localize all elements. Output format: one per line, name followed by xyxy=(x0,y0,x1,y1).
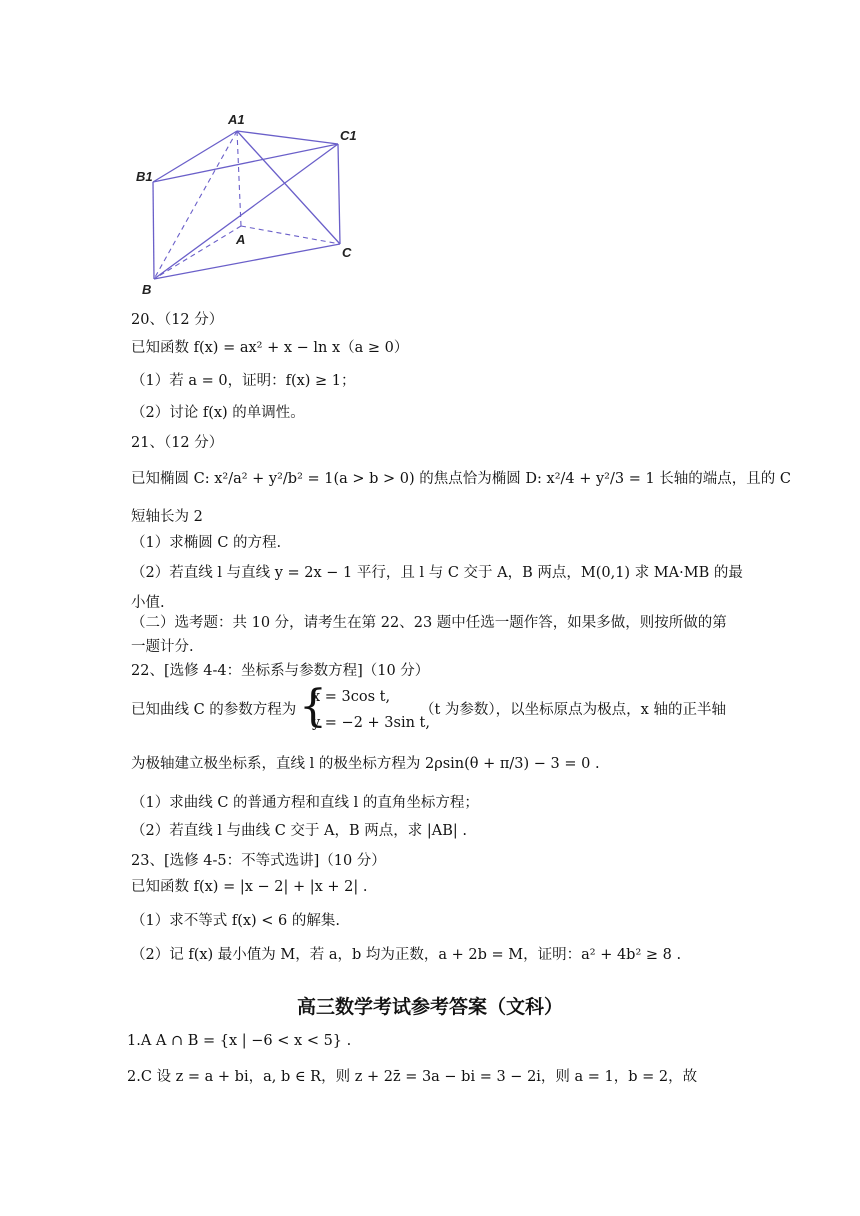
q21-stem: 已知椭圆 C: x²/a² + y²/b² = 1(a > b > 0) 的焦点恰为椭圆 D: x²/4 + y²/3 = 1 长轴的端点，且的 C xyxy=(131,471,792,487)
q21-stem-cont: 短轴长为 2 xyxy=(131,509,203,525)
vertex-C: C xyxy=(342,245,352,260)
q22-part2: （2）若直线 l 与曲线 C 交于 A，B 两点，求 |AB| . xyxy=(131,823,467,839)
elective-note-cont: 一题计分. xyxy=(131,639,194,655)
q20-heading: 20、（12 分） xyxy=(131,312,224,328)
q22-stem-cont: 为极轴建立极坐标系，直线 l 的极坐标方程为 2ρsin(θ + π/3) − 3 = 0 . xyxy=(131,756,600,772)
edge-B1-B xyxy=(153,182,154,279)
edge-B1-C1 xyxy=(153,144,338,182)
answer-2: 2.C 设 z = a + bi，a, b ∈ R，则 z + 2z̄ = 3a − bi = 3 − 2i，则 a = 1，b = 2，故 xyxy=(127,1069,698,1085)
q23-part2: （2）记 f(x) 最小值为 M，若 a，b 均为正数，a + 2b = M，证明：a² + 4b² ≥ 8 . xyxy=(131,947,682,963)
vertex-B: B xyxy=(142,282,152,297)
answer-1: 1.A A ∩ B = {x | −6 < x < 5} . xyxy=(127,1033,352,1049)
q23-stem: 已知函数 f(x) = |x − 2| + |x + 2| . xyxy=(131,879,368,895)
answer-key-title: 高三数学考试参考答案（文科） xyxy=(296,996,563,1018)
edge-A-C xyxy=(241,226,340,244)
q21-part1: （1）求椭圆 C 的方程. xyxy=(131,535,282,551)
vertex-A1: A1 xyxy=(228,112,245,127)
edge-A1-C1 xyxy=(237,131,338,144)
q22-heading: 22、[选修 4-4：坐标系与参数方程]（10 分） xyxy=(131,663,430,679)
q22-stem-suffix: （t 为参数），以坐标原点为极点，x 轴的正半轴 xyxy=(420,702,726,718)
q20-part2: （2）讨论 f(x) 的单调性。 xyxy=(131,405,305,421)
vertex-C1: C1 xyxy=(340,128,357,143)
prism-diagram xyxy=(128,104,368,300)
q20-part1: （1）若 a = 0，证明：f(x) ≥ 1； xyxy=(131,373,356,389)
prism-figure xyxy=(128,104,368,300)
edge-C1-C xyxy=(338,144,340,244)
edge-A1-C xyxy=(237,131,340,244)
q21-part2: （2）若直线 l 与直线 y = 2x − 1 平行，且 l 与 C 交于 A，B 两点，M(0,1) 求 MA·MB 的最 xyxy=(131,565,743,581)
edge-A1-B xyxy=(154,131,237,279)
q21-heading: 21、（12 分） xyxy=(131,435,224,451)
vertex-A: A xyxy=(236,232,246,247)
system-brace: { xyxy=(299,681,327,732)
q22-param-eq-x: x = 3cos t, xyxy=(312,689,391,705)
elective-note: （二）选考题：共 10 分，请考生在第 22、23 题中任选一题作答，如果多做，则按所做的第 xyxy=(131,615,727,631)
q22-stem-prefix: 已知曲线 C 的参数方程为 xyxy=(131,702,297,718)
q23-heading: 23、[选修 4-5：不等式选讲]（10 分） xyxy=(131,853,386,869)
q21-part2-cont: 小值. xyxy=(131,595,165,611)
edge-A1-A xyxy=(237,131,241,226)
vertex-B1: B1 xyxy=(136,169,153,184)
edge-B-C xyxy=(154,244,340,279)
edge-A1-B1 xyxy=(153,131,237,182)
q23-part1: （1）求不等式 f(x) < 6 的解集. xyxy=(131,913,341,929)
q20-stem: 已知函数 f(x) = ax² + x − ln x（a ≥ 0） xyxy=(131,340,409,356)
q22-part1: （1）求曲线 C 的普通方程和直线 l 的直角坐标方程； xyxy=(131,795,479,811)
q22-param-eq-y: y = −2 + 3sin t, xyxy=(312,715,430,731)
